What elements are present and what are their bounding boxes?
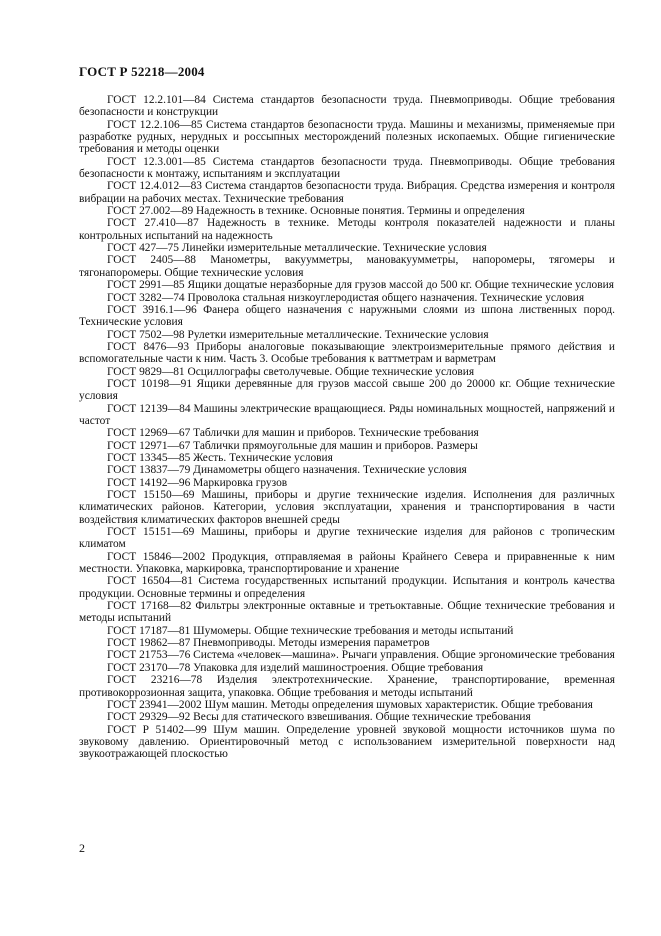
reference-item: ГОСТ 12.2.106—85 Система стандартов безопасности труда. Машины и механизмы, применяемые при разработке рудных, нерудных и россыпных месторождений полезных ископаемых. Общие гигиенические требования и методы оценки	[79, 118, 615, 156]
reference-item: ГОСТ Р 51402—99 Шум машин. Определение уровней звуковой мощности источников шума по звуковому давлению. Ориентировочный метод с использованием измерительной поверхности над звукоотражающей плоскостью	[79, 723, 615, 761]
reference-item: ГОСТ 7502—98 Рулетки измерительные металлические. Технические условия	[107, 328, 489, 341]
reference-item: ГОСТ 15151—69 Машины, приборы и другие технические изделия для районов с тропическим климатом	[79, 526, 615, 551]
reference-item: ГОСТ 17187—81 Шумомеры. Общие технические требования и методы испытаний	[107, 624, 514, 637]
reference-item: ГОСТ 12971—67 Таблички прямоугольные для машин и приборов. Размеры	[107, 439, 478, 452]
reference-item: ГОСТ 16504—81 Система государственных испытаний продукции. Испытания и контроль качества продукции. Основные термины и определения	[79, 575, 615, 600]
reference-item: ГОСТ 12969—67 Таблички для машин и приборов. Технические требования	[107, 427, 479, 440]
page-number: 2	[79, 841, 85, 855]
reference-item: ГОСТ 10198—91 Ящики деревянные для грузов массой свыше 200 до 20000 кг. Общие технические условия	[79, 377, 615, 403]
reference-item: ГОСТ 21753—76 Система «человек—машина». Рычаги управления. Общие эргономические требования	[107, 649, 615, 662]
reference-item: ГОСТ 19862—87 Пневмоприводы. Методы измерения параметров	[107, 637, 430, 650]
reference-item: ГОСТ 15846—2002 Продукция, отправляемая в районы Крайнего Севера и приравненные к ним местности. Упаковка, маркировка, транспортирование и хранение	[79, 550, 615, 576]
reference-item: ГОСТ 29329—92 Весы для статического взвешивания. Общие технические требования	[107, 711, 531, 724]
reference-item: ГОСТ 12.3.001—85 Система стандартов безопасности труда. Пневмоприводы. Общие требования безопасности к монтажу, испытаниям и эксплуатации	[79, 155, 615, 181]
reference-item: ГОСТ 12139—84 Машины электрические вращающиеся. Ряды номинальных мощностей, напряжений и частот	[79, 402, 615, 427]
reference-item: ГОСТ 12.4.012—83 Система стандартов безопасности труда. Вибрация. Средства измерения и контроля вибрации на рабочих местах. Технические требования	[79, 180, 615, 205]
reference-item: ГОСТ 3916.1—96 Фанера общего назначения с наружными слоями из шпона лиственных пород. Технические условия	[79, 303, 615, 329]
reference-item: ГОСТ 9829—81 Осциллографы светолучевые. Общие технические условия	[107, 365, 475, 378]
reference-item: ГОСТ 15150—69 Машины, приборы и другие технические изделия. Исполнения для различных климатических районов. Категории, условия эксплуатации, хранения и транспортирования в части воздействия климатических факторов внешней среды	[79, 489, 615, 526]
reference-item: ГОСТ 23170—78 Упаковка для изделий машиностроения. Общие требования	[107, 661, 484, 674]
normative-references-list	[79, 94, 615, 761]
reference-item: ГОСТ 13345—85 Жесть. Технические условия	[107, 451, 333, 464]
reference-item: ГОСТ 27.410—87 Надежность в технике. Методы контроля показателей надежности и планы контрольных испытаний на надежность	[79, 217, 615, 242]
reference-item: ГОСТ 8476—93 Приборы аналоговые показывающие электроизмерительные прямого действия и вспомогательные части к ним. Часть 3. Особые требования к ваттметрам и варметрам	[79, 340, 615, 366]
reference-item: ГОСТ 27.002—89 Надежность в технике. Основные понятия. Термины и определения	[107, 205, 525, 218]
reference-item: ГОСТ 13837—79 Динамометры общего назначения. Технические условия	[107, 464, 467, 477]
reference-item: ГОСТ 3282—74 Проволока стальная низкоуглеродистая общего назначения. Технические условия	[107, 291, 585, 304]
reference-item: ГОСТ 23941—2002 Шум машин. Методы определения шумовых характеристик. Общие требования	[107, 698, 593, 711]
reference-item: ГОСТ 14192—96 Маркировка грузов	[107, 476, 288, 489]
reference-item: ГОСТ 2405—88 Манометры, вакуумметры, мановакуумметры, напоромеры, тягомеры и тягонапоромеры. Общие технические условия	[79, 254, 615, 279]
document-header: ГОСТ Р 52218—2004	[79, 64, 205, 79]
reference-item: ГОСТ 2991—85 Ящики дощатые неразборные для грузов массой до 500 кг. Общие технические условия	[107, 279, 614, 292]
reference-item: ГОСТ 17168—82 Фильтры электронные октавные и третьоктавные. Общие технические требования и методы испытаний	[79, 600, 615, 625]
reference-item: ГОСТ 427—75 Линейки измерительные металлические. Технические условия	[107, 242, 487, 255]
reference-item: ГОСТ 23216—78 Изделия электротехнические. Хранение, транспортирование, временная противокоррозионная защита, упаковка. Общие требования и методы испытаний	[79, 674, 615, 699]
reference-item: ГОСТ 12.2.101—84 Система стандартов безопасности труда. Пневмоприводы. Общие требования безопасности и конструкции	[79, 94, 615, 119]
